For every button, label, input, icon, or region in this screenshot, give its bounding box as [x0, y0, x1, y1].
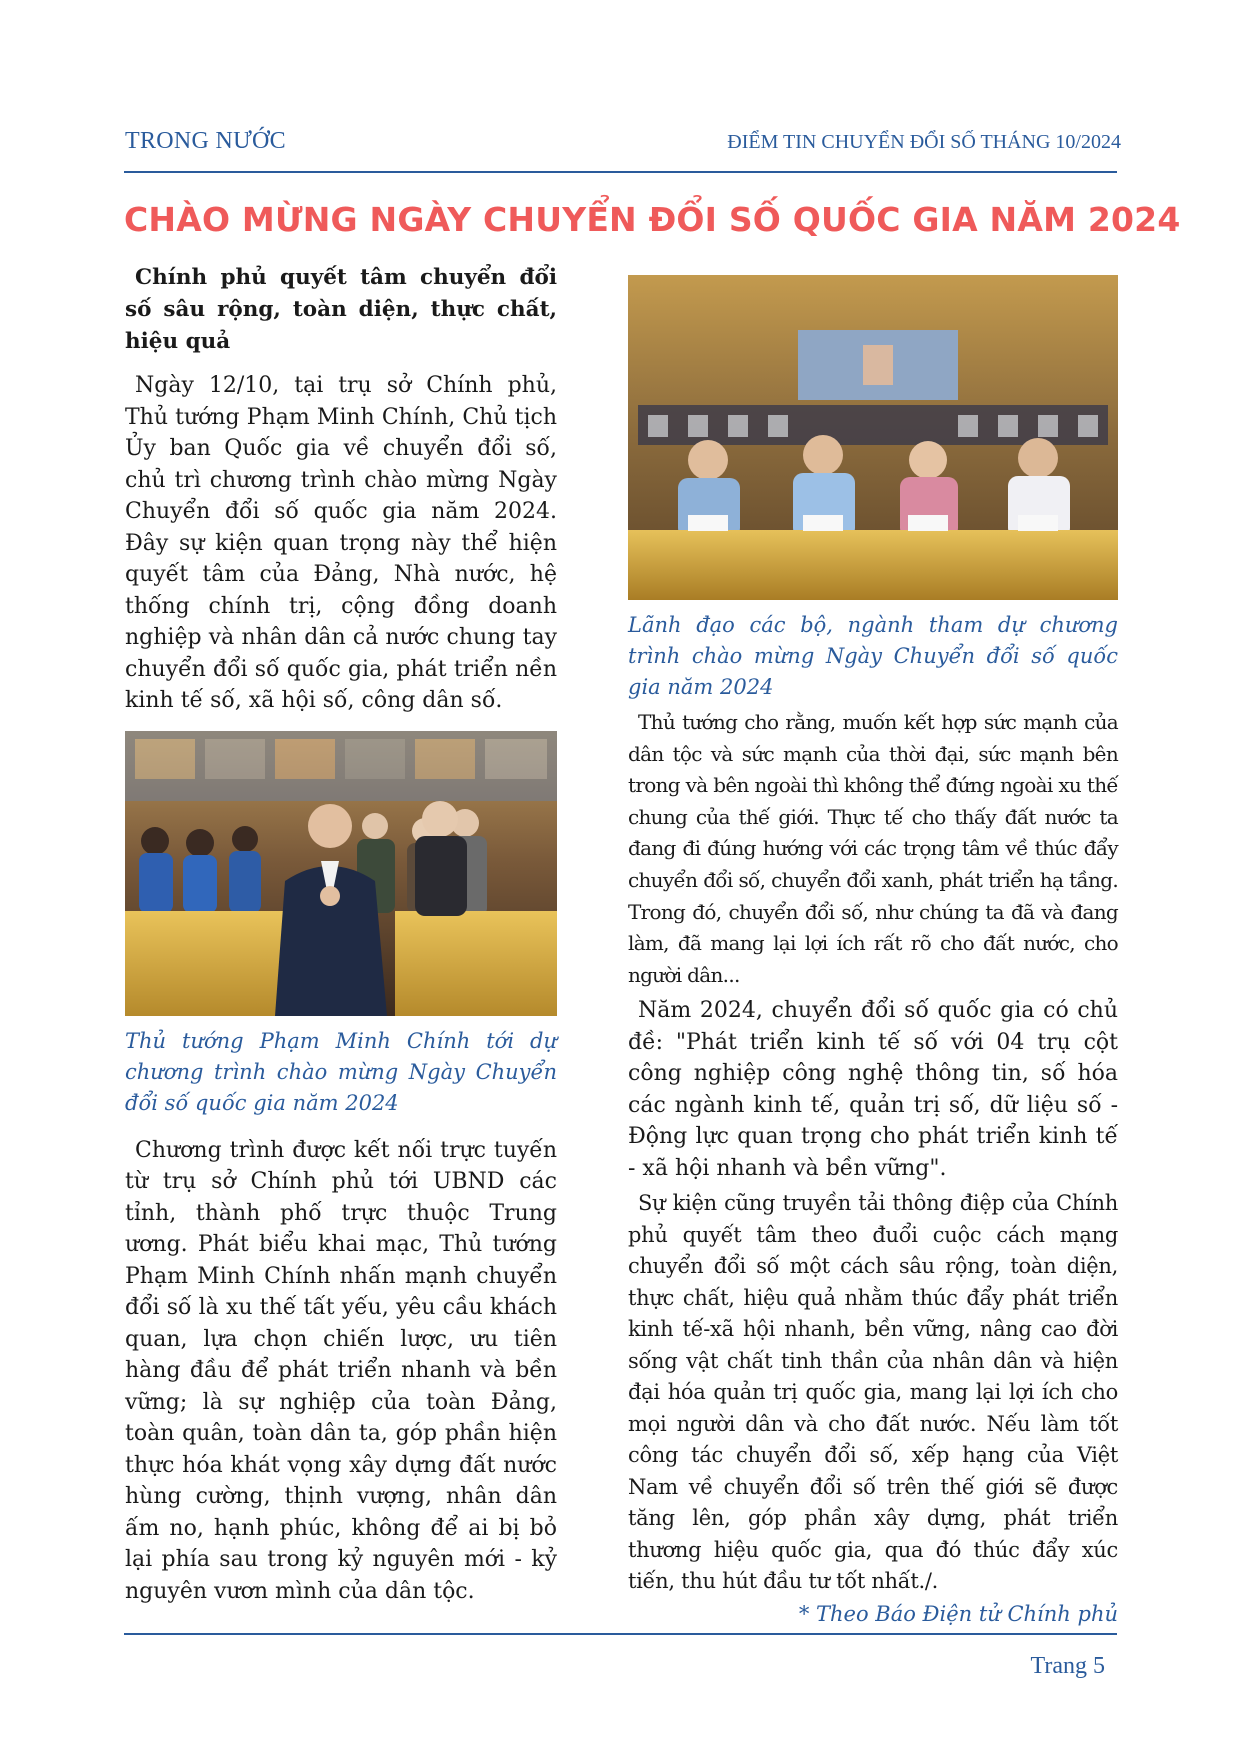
left-photo-caption: Thủ tướng Phạm Minh Chính tới dự chương trình chào mừng Ngày Chuyển đổi số quốc gia năm 2024 [125, 1028, 557, 1115]
issue-label: ĐIỂM TIN CHUYỂN ĐỔI SỐ THÁNG 10/2024 [727, 131, 1121, 153]
pm-applauding-photo [125, 731, 557, 1016]
left-paragraph-1: Ngày 12/10, tại trụ sở Chính phủ, Thủ tướng Phạm Minh Chính, Chủ tịch Ủy ban Quốc gia về chuyển đổi số, chủ trì chương trình chào mừng Ngày Chuyển đổi số quốc gia năm 2024. Đây sự kiện quan trọng này thể hiện quyết tâm của Đảng, Nhà nước, hệ thống chính trị, cộng đồng doanh nghiệp và nhân dân cả nước chung tay chuyển đổi số quốc gia, phát triển nền kinh tế số, xã hội số, công dân số. [125, 373, 557, 713]
right-paragraph-1: Thủ tướng cho rằng, muốn kết hợp sức mạnh của dân tộc và sức mạnh của thời đại, sức mạnh bên trong và bên ngoài thì không thể đứng ngoài xu thế chung của thế giới. Thực tế cho thấy đất nước ta đang đi đúng hướng với các trọng tâm về thúc đẩy chuyển đổi số, chuyển đổi xanh, phát triển hạ tầng. Trong đó, chuyển đổi số, như chúng ta đã và đang làm, đã mang lại lợi ích rất rõ cho đất nước, cho người dân... [628, 710, 1118, 987]
left-paragraph-2: Chương trình được kết nối trực tuyến từ trụ sở Chính phủ tới UBND các tỉnh, thành phố trực thuộc Trung ương. Phát biểu khai mạc, Thủ tướng Phạm Minh Chính nhấn mạnh chuyển đổi số là xu thế tất yếu, yêu cầu khách quan, lựa chọn chiến lược, ưu tiên hàng đầu để phát triển nhanh và bền vững; là sự nghiệp của toàn Đảng, toàn quân, toàn dân ta, góp phần hiện thực hóa khát vọng xây dựng đất nước hùng cường, thịnh vượng, nhân dân ấm no, hạnh phúc, không để ai bị bỏ lại phía sau trong kỷ nguyên mới - kỷ nguyên vươn mình của dân tộc. [125, 1137, 557, 1604]
left-column [125, 262, 557, 1607]
right-column [628, 275, 1118, 1626]
leaders-meeting-photo [628, 275, 1118, 600]
article-title: CHÀO MỪNG NGÀY CHUYỂN ĐỔI SỐ QUỐC GIA NĂM 2024 [124, 200, 1181, 239]
page-number: Trang 5 [1030, 1653, 1105, 1679]
right-photo-caption: Lãnh đạo các bộ, ngành tham dự chương trình chào mừng Ngày Chuyển đổi số quốc gia năm 2024 [628, 613, 1118, 699]
right-paragraph-3: Sự kiện cũng truyền tải thông điệp của Chính phủ quyết tâm theo đuổi cuộc cách mạng chuyển đổi số một cách sâu rộng, toàn diện, thực chất, hiệu quả nhằm thúc đẩy phát triển kinh tế-xã hội nhanh, bền vững, nâng cao đời sống vật chất tinh thần của nhân dân và hiện đại hóa quản trị quốc gia, mang lại lợi ích cho mọi người dân và cho đất nước. Nếu làm tốt công tác chuyển đổi số, xếp hạng của Việt Nam về chuyển đổi số trên thế giới sẽ được tăng lên, góp phần xây dựng, phát triển thương hiệu quốc gia, qua đó thúc đẩy xúc tiến, thu hút đầu tư tốt nhất./. [628, 1191, 1118, 1594]
footer-divider [124, 1633, 1117, 1635]
section-label: TRONG NƯỚC [125, 128, 286, 154]
right-paragraph-2: Năm 2024, chuyển đổi số quốc gia có chủ đề: "Phát triển kinh tế số với 04 trụ cột công nghiệp công nghệ thông tin, số hóa các ngành kinh tế, quản trị số, dữ liệu số - Động lực quan trọng cho phát triển kinh tế - xã hội nhanh và bền vững". [628, 998, 1118, 1181]
source-credit: * Theo Báo Điện tử Chính phủ [798, 1601, 1118, 1626]
article-subheading: Chính phủ quyết tâm chuyển đổi số sâu rộng, toàn diện, thực chất, hiệu quả [125, 265, 557, 354]
header-divider [124, 171, 1117, 173]
